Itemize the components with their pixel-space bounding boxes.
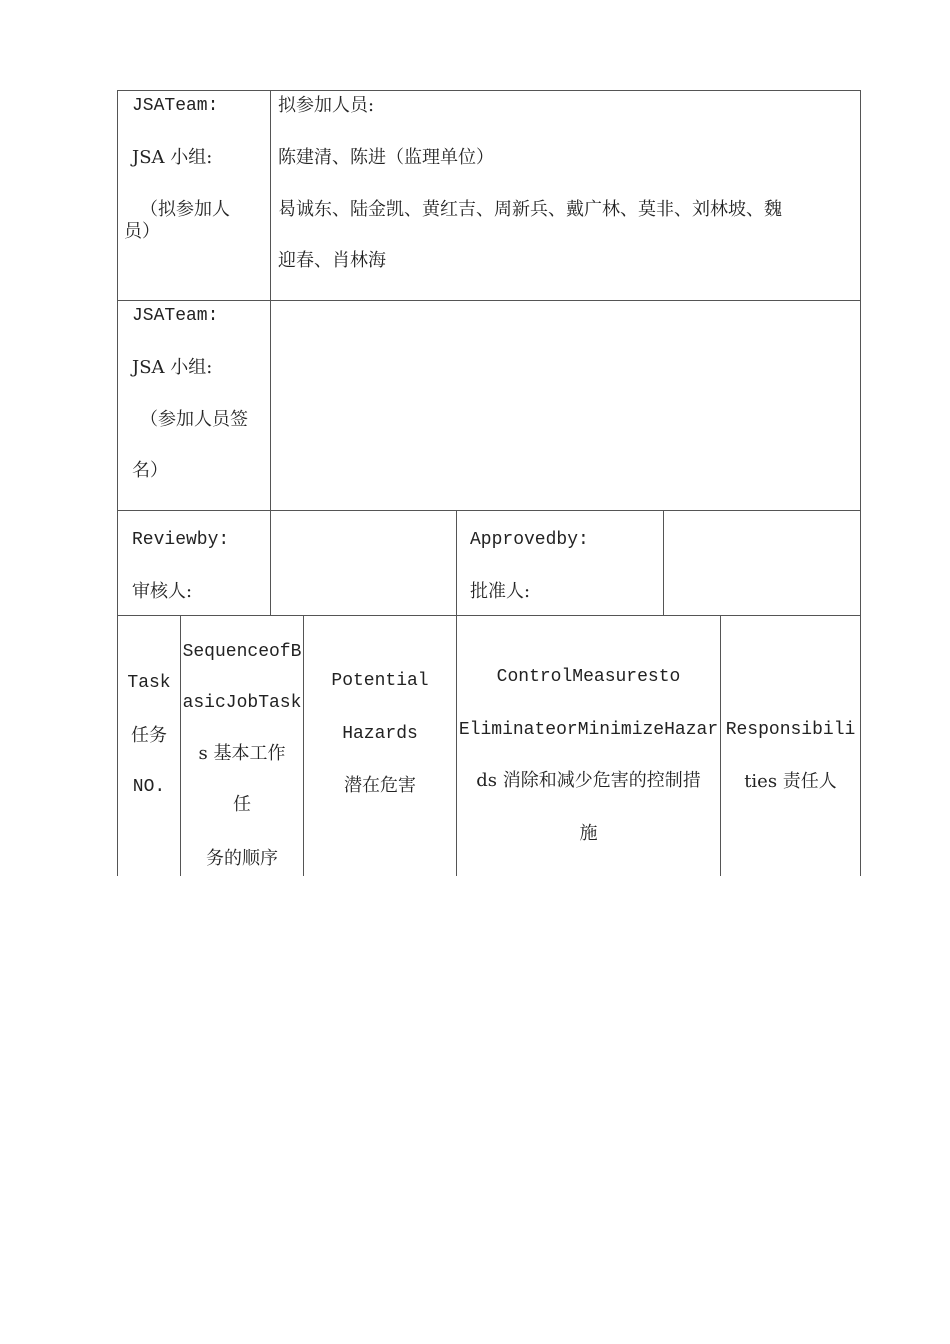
- signed-label-cn: JSA 小组:: [132, 357, 213, 378]
- approve-label-en: Approvedby:: [470, 530, 589, 550]
- table-border-left: [117, 90, 118, 876]
- review-label-en: Reviewby:: [132, 530, 230, 550]
- signed-label-note: （参加人员签: [140, 409, 248, 430]
- row-divider-3: [117, 615, 861, 616]
- team-label-note: （拟参加人: [140, 199, 230, 220]
- row-divider-1: [117, 300, 861, 301]
- signature-area[interactable]: [272, 302, 859, 509]
- approver-field[interactable]: [665, 512, 859, 614]
- task-no-header-line-1: Task: [127, 673, 171, 693]
- table-border-top: [117, 90, 861, 91]
- review-divider-right: [663, 510, 664, 615]
- header-divider-2: [303, 615, 304, 876]
- members-list: 曷诚东、陆金凯、黄红吉、周新兵、戴广林、莫非、刘林坡、魏: [278, 199, 782, 220]
- hazards-header-line-3: 潜在危害: [344, 775, 416, 796]
- supervisors-list: 陈建清、陈进（监理单位）: [278, 147, 494, 168]
- approve-label-cn: 批准人:: [470, 581, 531, 602]
- sequence-header-line-1: SequenceofB: [182, 642, 302, 662]
- participants-heading: 拟参加人员:: [278, 95, 375, 116]
- sequence-header-line-4: 任: [233, 794, 251, 815]
- sequence-header-line-2: asicJobTask: [182, 693, 302, 713]
- controls-header-line-1: ControlMeasuresto: [496, 667, 681, 687]
- hazards-header-line-2: Hazards: [342, 724, 418, 744]
- team-label-en: JSATeam:: [132, 96, 219, 116]
- task-no-header-line-2: 任务: [131, 725, 167, 746]
- review-label-cn: 审核人:: [132, 581, 193, 602]
- controls-header-line-4: 施: [579, 823, 598, 844]
- team-label-note-cont: 员）: [124, 221, 160, 242]
- table-border-right: [860, 90, 861, 876]
- review-divider-middle: [456, 510, 457, 615]
- responsibilities-header-line-2: ties 责任人: [744, 771, 837, 792]
- hazards-header-line-1: Potential: [331, 671, 429, 691]
- signed-label-en: JSATeam:: [132, 306, 219, 326]
- sequence-header-line-5: 务的顺序: [206, 848, 278, 869]
- responsibilities-header-line-1: Responsibili: [725, 720, 856, 740]
- controls-header-line-2: EliminateorMinimizeHazar: [458, 720, 719, 740]
- task-no-header-line-3: NO.: [132, 777, 166, 797]
- team-label-cn: JSA 小组:: [132, 147, 213, 168]
- label-column-divider: [270, 90, 271, 615]
- sequence-header-line-3: s 基本工作: [198, 743, 286, 764]
- members-list-cont: 迎春、肖林海: [278, 250, 386, 271]
- header-divider-4: [720, 615, 721, 876]
- reviewer-field[interactable]: [272, 512, 455, 614]
- controls-header-line-3: ds 消除和减少危害的控制措: [476, 770, 701, 791]
- row-divider-2: [117, 510, 861, 511]
- signed-label-note-cont: 名）: [132, 460, 168, 481]
